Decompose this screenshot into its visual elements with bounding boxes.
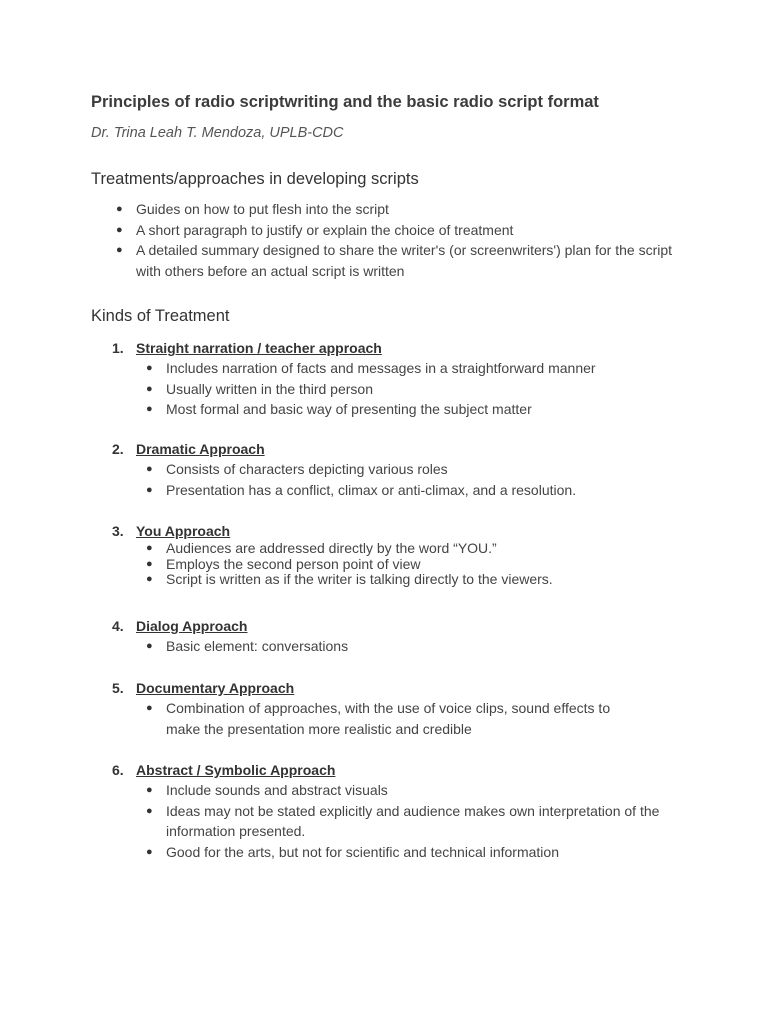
- kind-title: Documentary Approach: [136, 680, 295, 696]
- list-item: [116, 199, 696, 220]
- list-item-text: Audiences are addressed directly by the word “YOU.”: [166, 540, 497, 556]
- kind-title: Abstract / Symbolic Approach: [136, 762, 336, 778]
- list-item-text: Most formal and basic way of presenting the subject matter: [166, 401, 532, 417]
- bullet-icon: ●: [146, 784, 153, 796]
- bullet-icon: ●: [116, 203, 123, 215]
- bullet-icon: ●: [116, 223, 123, 236]
- list-item-text: Combination of approaches, with the use of voice clips, sound effects to make the presentation more realistic and credible: [166, 700, 611, 737]
- kind-bullets: [146, 459, 666, 500]
- list-item: [146, 379, 666, 400]
- kind-number: 6.: [112, 762, 124, 778]
- kind-heading: [112, 678, 712, 698]
- kind-bullets: [146, 358, 666, 420]
- list-item: [146, 557, 666, 573]
- kind-heading: [112, 616, 712, 636]
- bullet-icon: ●: [146, 362, 153, 374]
- list-item: [116, 220, 696, 241]
- kind-section: [112, 521, 712, 588]
- kind-number: 4.: [112, 618, 124, 634]
- list-item: [116, 240, 696, 281]
- list-item-text: Includes narration of facts and messages in a straightforward manner: [166, 360, 596, 376]
- bullet-icon: ●: [116, 244, 123, 256]
- bullet-icon: ●: [146, 463, 153, 475]
- bullet-icon: ●: [146, 845, 153, 858]
- bullet-icon: ●: [146, 557, 153, 570]
- bullet-icon: ●: [146, 573, 153, 585]
- kind-bullets: [146, 780, 666, 862]
- list-item-text: Employs the second person point of view: [166, 555, 421, 572]
- list-item-text: Presentation has a conflict, climax or anti-climax, and a resolution.: [166, 481, 577, 498]
- bullet-icon: ●: [146, 382, 153, 395]
- list-item: [146, 541, 666, 557]
- list-item-text: Usually written in the third person: [166, 380, 373, 397]
- bullet-icon: ●: [146, 640, 153, 652]
- list-item-text: Include sounds and abstract visuals: [166, 782, 388, 798]
- list-item: [146, 358, 666, 379]
- document-author: Dr. Trina Leah T. Mendoza, UPLB-CDC: [91, 125, 344, 141]
- kind-title: You Approach: [136, 523, 231, 539]
- list-item-text: A detailed summary designed to share the writer's (or screenwriters') plan for the script with others before an actual script is written: [136, 242, 673, 279]
- kind-section: [112, 616, 712, 657]
- kind-heading: [112, 439, 712, 459]
- kind-section: [112, 439, 712, 500]
- list-item: [146, 636, 666, 657]
- kinds-heading: Kinds of Treatment: [91, 307, 230, 325]
- list-item: [146, 801, 666, 842]
- kind-section: [112, 678, 712, 739]
- kind-number: 2.: [112, 441, 124, 457]
- treatments-list: [116, 199, 696, 281]
- list-item: [146, 480, 666, 501]
- document-title: Principles of radio scriptwriting and the basic radio script format: [91, 93, 599, 111]
- bullet-icon: ●: [146, 483, 153, 496]
- kind-bullets: [146, 636, 666, 657]
- list-item: [146, 842, 666, 863]
- list-item: [146, 399, 666, 420]
- list-item-text: A short paragraph to justify or explain the choice of treatment: [136, 221, 514, 238]
- kind-section: [112, 338, 712, 420]
- kind-bullets: [146, 541, 666, 588]
- kind-bullets: [146, 698, 636, 739]
- list-item: [146, 459, 666, 480]
- kind-number: 1.: [112, 340, 124, 356]
- kind-title: Dialog Approach: [136, 618, 248, 634]
- kind-heading: [112, 338, 712, 358]
- bullet-icon: ●: [146, 542, 153, 554]
- bullet-icon: ●: [146, 403, 153, 415]
- kind-number: 3.: [112, 523, 124, 539]
- kind-heading: [112, 760, 712, 780]
- list-item-text: Ideas may not be stated explicitly and audience makes own interpretation of the information presented.: [166, 802, 660, 839]
- kind-number: 5.: [112, 680, 124, 696]
- list-item: [146, 572, 666, 588]
- bullet-icon: ●: [146, 702, 153, 714]
- bullet-icon: ●: [146, 804, 153, 817]
- list-item: [146, 780, 666, 801]
- list-item: [146, 698, 636, 739]
- treatments-heading: Treatments/approaches in developing scripts: [91, 170, 419, 188]
- list-item-text: Basic element: conversations: [166, 638, 349, 654]
- kind-title: Dramatic Approach: [136, 441, 265, 457]
- list-item-text: Good for the arts, but not for scientific and technical information: [166, 843, 559, 860]
- kind-section: [112, 760, 712, 862]
- list-item-text: Guides on how to put flesh into the script: [136, 201, 389, 217]
- list-item-text: Script is written as if the writer is talking directly to the viewers.: [166, 571, 553, 587]
- kind-heading: [112, 521, 712, 541]
- list-item-text: Consists of characters depicting various roles: [166, 461, 448, 477]
- kind-title: Straight narration / teacher approach: [136, 340, 382, 356]
